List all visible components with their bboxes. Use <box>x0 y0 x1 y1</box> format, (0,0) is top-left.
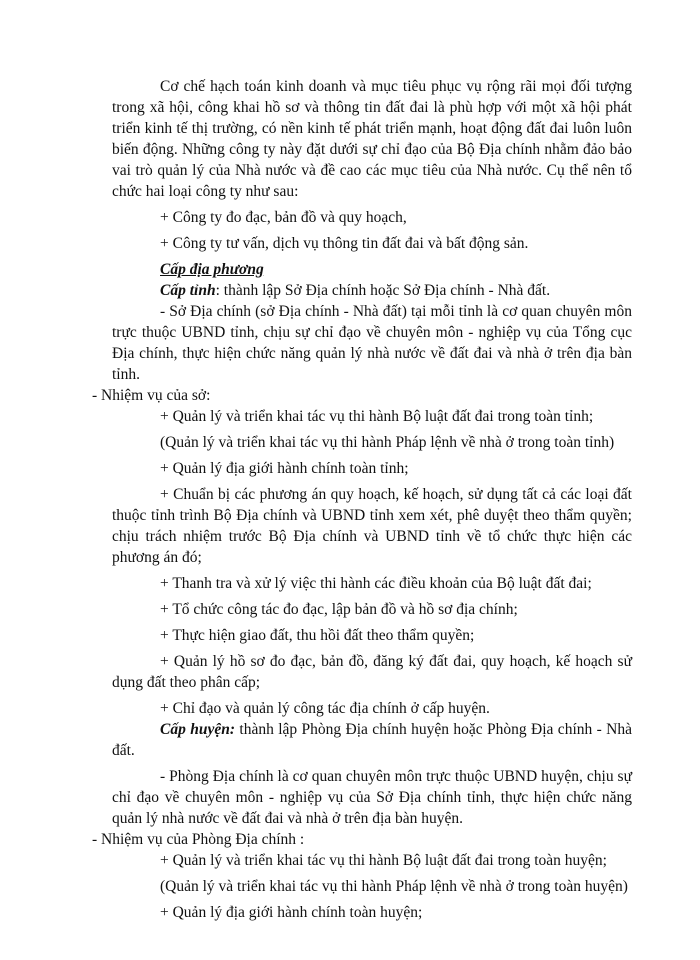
department-duties-title: - Nhiệm vụ của sở: <box>92 387 211 404</box>
department-duty-4: + Chuẩn bị các phương án quy hoạch, kế hoạch, sử dụng tất cả các loại đất thuộc tỉnh trình Bộ Địa chính và UBND tỉnh xem xét, phê duyệt theo thẩm quyền; chịu trách nhiệm trước Bộ Địa chính và UBND tỉnh về tổ chức thực hiện các phương án đó; <box>112 486 632 566</box>
office-duties-title: - Nhiệm vụ của Phòng Địa chính : <box>92 831 305 848</box>
document-page <box>92 76 632 923</box>
section-heading-local: Cấp địa phương <box>160 261 264 278</box>
district-level-paragraph <box>112 719 632 761</box>
province-level-text: : thành lập Sở Địa chính hoặc Sở Địa chính - Nhà đất. <box>215 282 551 299</box>
intro-paragraph: Cơ chế hạch toán kinh doanh và mục tiêu phục vụ rộng rãi mọi đối tượng trong xã hội, công khai hồ sơ và thông tin đất đai là phù hợp với một xã hội phát triển kinh tế thị trường, có nền kinh tế phát triển mạnh, hoạt động đất đai luôn luôn biến động. Những công ty này đặt dưới sự chỉ đạo của Bộ Địa chính nhằm đảo bảo vai trò quản lý của Nhà nước và đề cao các mục tiêu của Nhà nước. Cụ thể nên tổ chức hai loại công ty như sau: <box>112 78 632 200</box>
company-item-consulting: + Công ty tư vấn, dịch vụ thông tin đất đai và bất động sản. <box>160 235 529 252</box>
department-duty-2: (Quản lý và triển khai tác vụ thi hành Pháp lệnh về nhà ở trong toàn tỉnh) <box>160 434 615 451</box>
department-duty-5: + Thanh tra và xử lý việc thi hành các điều khoản của Bộ luật đất đai; <box>160 575 592 592</box>
department-duty-9: + Chỉ đạo và quản lý công tác địa chính ở cấp huyện. <box>160 700 490 717</box>
office-duty-2: (Quản lý và triển khai tác vụ thi hành Pháp lệnh về nhà ở trong toàn huyện) <box>160 878 628 895</box>
department-duty-8: + Quản lý hồ sơ đo đạc, bản đồ, đăng ký đất đai, quy hoạch, kế hoạch sử dụng đất theo phân cấp; <box>112 653 632 691</box>
office-duty-3: + Quản lý địa giới hành chính toàn huyện; <box>160 904 423 921</box>
district-level-text: thành lập Phòng Địa chính huyện hoặc Phòng Địa chính - Nhà đất. <box>112 721 632 759</box>
department-duty-3: + Quản lý địa giới hành chính toàn tỉnh; <box>160 460 409 477</box>
province-level-label: Cấp tỉnh <box>160 282 216 299</box>
district-level-label: Cấp huyện: <box>160 721 236 738</box>
province-level-paragraph <box>112 280 632 301</box>
office-duty-1: + Quản lý và triển khai tác vụ thi hành Bộ luật đất đai trong toàn huyện; <box>160 852 607 869</box>
department-description: - Sở Địa chính (sở Địa chính - Nhà đất) tại mỗi tỉnh là cơ quan chuyên môn trực thuộc UBND tỉnh, chịu sự chỉ đạo về chuyên môn - nghiệp vụ của Tổng cục Địa chính, thực hiện chức năng quản lý nhà nước về đất đai và nhà ở trên địa bàn tỉnh. <box>112 303 632 383</box>
department-duty-1: + Quản lý và triển khai tác vụ thi hành Bộ luật đất đai trong toàn tỉnh; <box>160 408 594 425</box>
company-item-survey: + Công ty đo đạc, bản đồ và quy hoạch, <box>160 209 407 226</box>
office-description: - Phòng Địa chính là cơ quan chuyên môn trực thuộc UBND huyện, chịu sự chỉ đạo về chuyên môn - nghiệp vụ của Sở Địa chính tỉnh, thực hiện chức năng quản lý nhà nước về đất đai và nhà ở trên địa bàn huyện. <box>112 768 632 827</box>
department-duty-7: + Thực hiện giao đất, thu hồi đất theo thẩm quyền; <box>160 627 475 644</box>
department-duty-6: + Tổ chức công tác đo đạc, lập bản đồ và hồ sơ địa chính; <box>160 601 518 618</box>
